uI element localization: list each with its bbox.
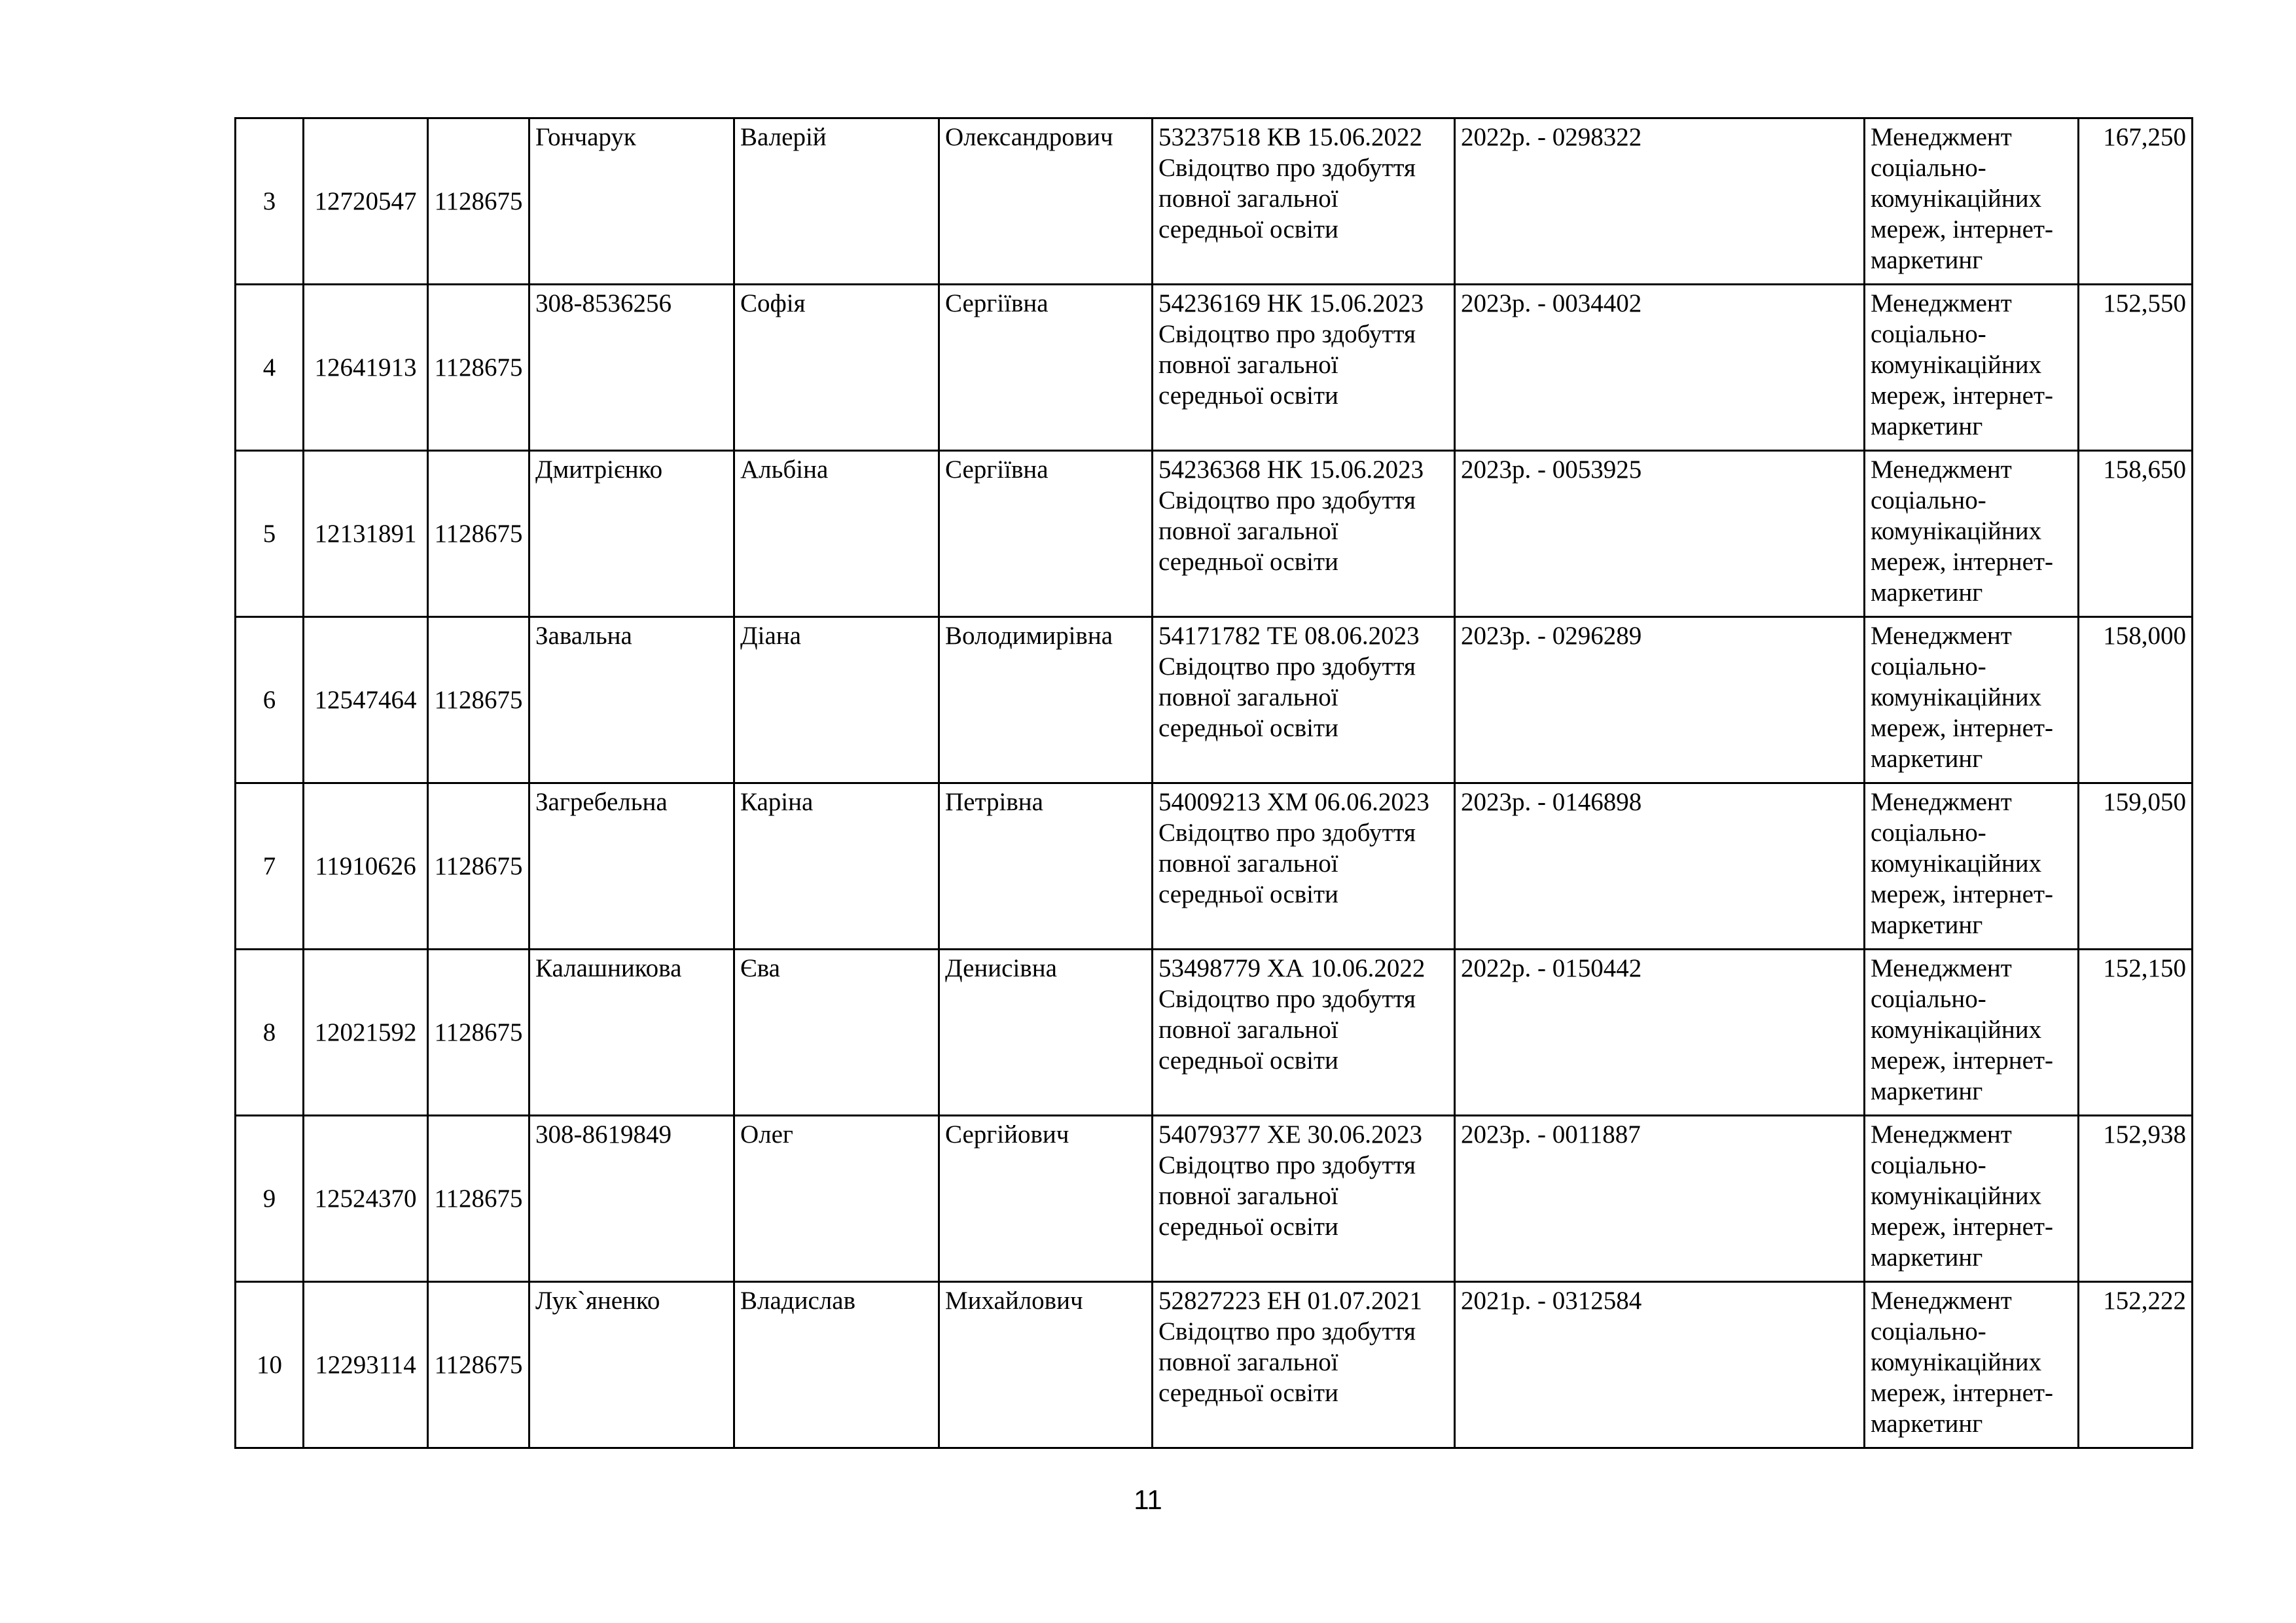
cell-program: Менеджмент соціально-комунікаційних мереж, інтернет-маркетинг <box>1865 783 2079 950</box>
cell-test-certificate: 2022р. - 0150442 <box>1455 950 1865 1116</box>
cell-application-id: 12547464 <box>304 617 428 783</box>
cell-program-code: 1128675 <box>428 451 529 617</box>
cell-row-number: 9 <box>236 1116 304 1282</box>
cell-program: Менеджмент соціально-комунікаційних мереж, інтернет-маркетинг <box>1865 1116 2079 1282</box>
cell-test-certificate: 2023р. - 0296289 <box>1455 617 1865 783</box>
cell-program-code: 1128675 <box>428 783 529 950</box>
table-row <box>236 451 2193 617</box>
cell-competitive-score: 158,650 <box>2079 451 2193 617</box>
cell-test-certificate: 2023р. - 0146898 <box>1455 783 1865 950</box>
cell-certificate: 54009213 ХМ 06.06.2023 Свідоцтво про здобуття повної загальної середньої освіти <box>1153 783 1455 950</box>
cell-row-number: 8 <box>236 950 304 1116</box>
table-row <box>236 285 2193 451</box>
cell-certificate: 52827223 ЕН 01.07.2021 Свідоцтво про здобуття повної загальної середньої освіти <box>1153 1282 1455 1448</box>
cell-first-name: Валерій <box>734 118 939 285</box>
cell-first-name: Альбіна <box>734 451 939 617</box>
table-row <box>236 783 2193 950</box>
cell-program-code: 1128675 <box>428 118 529 285</box>
cell-surname: Гончарук <box>529 118 734 285</box>
cell-certificate: 53498779 ХА 10.06.2022 Свідоцтво про здобуття повної загальної середньої освіти <box>1153 950 1455 1116</box>
cell-row-number: 10 <box>236 1282 304 1448</box>
cell-patronymic: Петрівна <box>939 783 1153 950</box>
cell-patronymic: Сергіївна <box>939 451 1153 617</box>
cell-competitive-score: 159,050 <box>2079 783 2193 950</box>
cell-application-id: 12720547 <box>304 118 428 285</box>
cell-first-name: Софія <box>734 285 939 451</box>
cell-test-certificate: 2023р. - 0034402 <box>1455 285 1865 451</box>
table-row <box>236 617 2193 783</box>
cell-certificate: 54236169 НК 15.06.2023 Свідоцтво про здобуття повної загальної середньої освіти <box>1153 285 1455 451</box>
cell-test-certificate: 2023р. - 0053925 <box>1455 451 1865 617</box>
applicants-table <box>234 117 2193 1449</box>
cell-row-number: 7 <box>236 783 304 950</box>
cell-patronymic: Сергіївна <box>939 285 1153 451</box>
cell-program: Менеджмент соціально-комунікаційних мереж, інтернет-маркетинг <box>1865 950 2079 1116</box>
cell-row-number: 6 <box>236 617 304 783</box>
page-number: 11 <box>1134 1484 1162 1515</box>
cell-certificate: 53237518 КВ 15.06.2022 Свідоцтво про здобуття повної загальної середньої освіти <box>1153 118 1455 285</box>
cell-program: Менеджмент соціально-комунікаційних мереж, інтернет-маркетинг <box>1865 285 2079 451</box>
cell-patronymic: Володимирівна <box>939 617 1153 783</box>
cell-surname: Завальна <box>529 617 734 783</box>
table-row <box>236 118 2193 285</box>
cell-application-id: 12641913 <box>304 285 428 451</box>
cell-competitive-score: 152,150 <box>2079 950 2193 1116</box>
cell-program: Менеджмент соціально-комунікаційних мереж, інтернет-маркетинг <box>1865 451 2079 617</box>
table-row <box>236 1282 2193 1448</box>
cell-competitive-score: 152,938 <box>2079 1116 2193 1282</box>
cell-surname: Калашникова <box>529 950 734 1116</box>
cell-program-code: 1128675 <box>428 1282 529 1448</box>
table-row <box>236 1116 2193 1282</box>
cell-certificate: 54079377 ХЕ 30.06.2023 Свідоцтво про здобуття повної загальної середньої освіти <box>1153 1116 1455 1282</box>
cell-first-name: Владислав <box>734 1282 939 1448</box>
cell-surname: 308-8536256 <box>529 285 734 451</box>
cell-program: Менеджмент соціально-комунікаційних мереж, інтернет-маркетинг <box>1865 617 2079 783</box>
cell-row-number: 5 <box>236 451 304 617</box>
cell-surname: Лук`яненко <box>529 1282 734 1448</box>
cell-competitive-score: 152,550 <box>2079 285 2193 451</box>
cell-surname: Дмитрієнко <box>529 451 734 617</box>
cell-surname: 308-8619849 <box>529 1116 734 1282</box>
cell-application-id: 11910626 <box>304 783 428 950</box>
cell-application-id: 12293114 <box>304 1282 428 1448</box>
cell-program-code: 1128675 <box>428 1116 529 1282</box>
cell-test-certificate: 2021р. - 0312584 <box>1455 1282 1865 1448</box>
cell-program: Менеджмент соціально-комунікаційних мереж, інтернет-маркетинг <box>1865 1282 2079 1448</box>
cell-competitive-score: 167,250 <box>2079 118 2193 285</box>
cell-row-number: 4 <box>236 285 304 451</box>
cell-application-id: 12021592 <box>304 950 428 1116</box>
cell-application-id: 12131891 <box>304 451 428 617</box>
cell-competitive-score: 152,222 <box>2079 1282 2193 1448</box>
cell-certificate: 54171782 ТЕ 08.06.2023 Свідоцтво про здобуття повної загальної середньої освіти <box>1153 617 1455 783</box>
cell-first-name: Діана <box>734 617 939 783</box>
cell-certificate: 54236368 НК 15.06.2023 Свідоцтво про здобуття повної загальної середньої освіти <box>1153 451 1455 617</box>
cell-patronymic: Михайлович <box>939 1282 1153 1448</box>
cell-program-code: 1128675 <box>428 950 529 1116</box>
cell-first-name: Каріна <box>734 783 939 950</box>
document-page <box>234 117 2191 1449</box>
table-body <box>236 118 2193 1448</box>
cell-first-name: Єва <box>734 950 939 1116</box>
cell-program: Менеджмент соціально-комунікаційних мереж, інтернет-маркетинг <box>1865 118 2079 285</box>
cell-patronymic: Денисівна <box>939 950 1153 1116</box>
cell-row-number: 3 <box>236 118 304 285</box>
cell-program-code: 1128675 <box>428 285 529 451</box>
table-row <box>236 950 2193 1116</box>
cell-program-code: 1128675 <box>428 617 529 783</box>
cell-test-certificate: 2023р. - 0011887 <box>1455 1116 1865 1282</box>
cell-competitive-score: 158,000 <box>2079 617 2193 783</box>
cell-first-name: Олег <box>734 1116 939 1282</box>
cell-surname: Загребельна <box>529 783 734 950</box>
cell-test-certificate: 2022р. - 0298322 <box>1455 118 1865 285</box>
cell-patronymic: Олександрович <box>939 118 1153 285</box>
cell-application-id: 12524370 <box>304 1116 428 1282</box>
cell-patronymic: Сергійович <box>939 1116 1153 1282</box>
